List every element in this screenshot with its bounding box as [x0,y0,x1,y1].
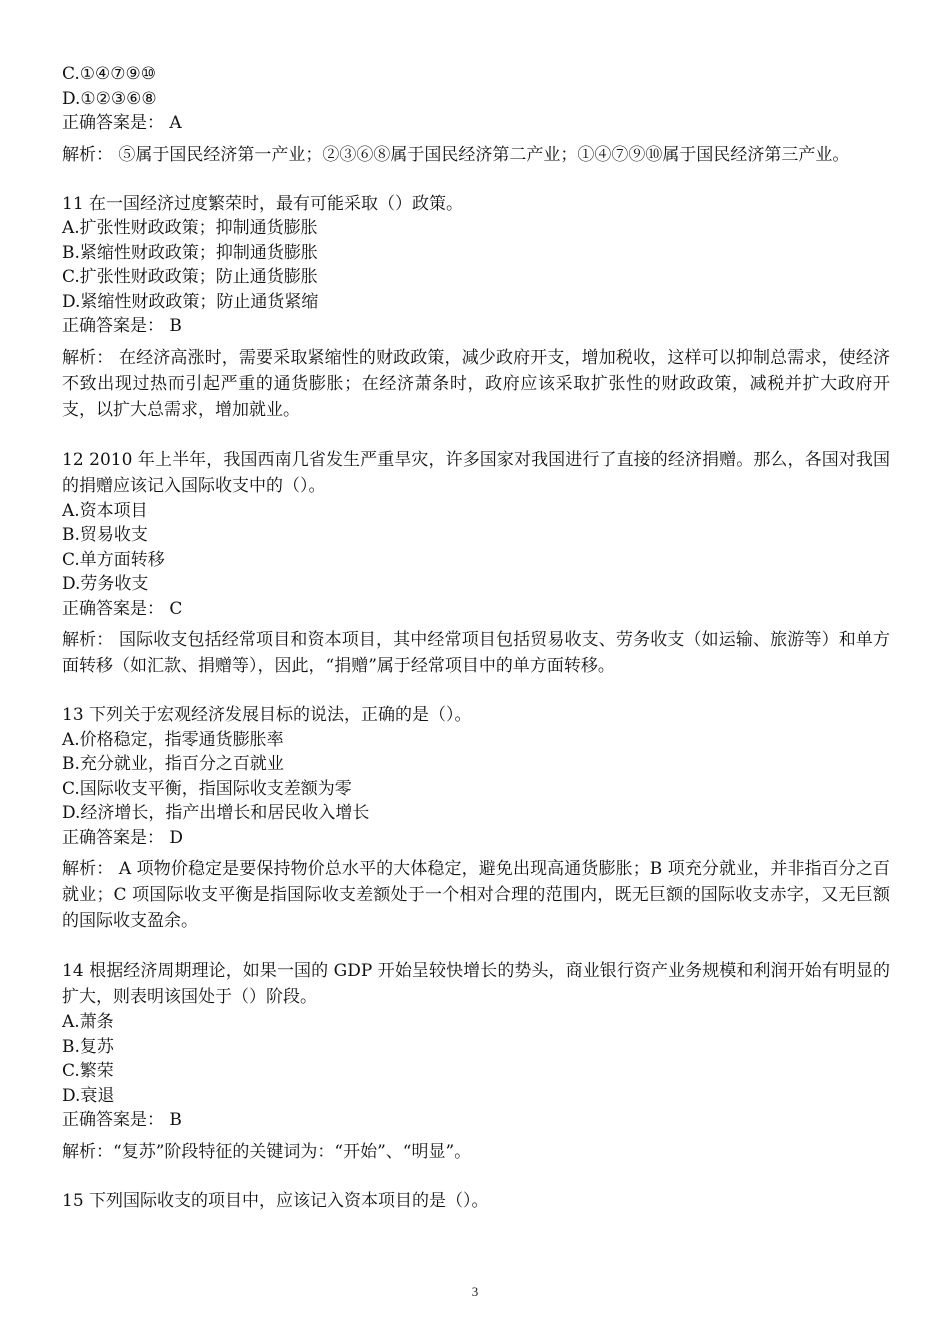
explanation: 解析：“复苏”阶段特征的关键词为：“开始”、“明显”。 [62,1141,472,1162]
explanation: 解析： ⑤属于国民经济第一产业；②③⑥⑧属于国民经济第二产业；①④⑦⑨⑩属于国民经济第三产业。 [62,144,850,165]
question-stem: 13 下列关于宏观经济发展目标的说法，正确的是（）。 [62,705,472,725]
question-stem: 14 根据经济周期理论，如果一国的 GDP 开始呈较快增长的势头，商业银行资产业务规模和利润开始有明显的扩大，则表明该国处于（）阶段。 [62,961,890,1007]
correct-answer: 正确答案是： B [62,1110,182,1130]
option-d: D.经济增长，指产出增长和居民收入增长 [62,803,370,823]
option-b: B.充分就业，指百分之百就业 [62,754,284,774]
option-d: D.劳务收支 [62,574,149,594]
explanation: 解析： 在经济高涨时，需要采取紧缩性的财政政策，减少政府开支，增加税收，这样可以抑制总需求，使经济不致出现过热而引起严重的通货膨胀；在经济萧条时，政府应该采取扩张性的财政政策，减税并扩大政府开支，以扩大总需求，增加就业。 [62,347,890,420]
option-d: D.①②③⑥⑧ [62,88,157,109]
option-a: A.资本项目 [62,500,148,521]
option-d: D.紧缩性财政政策；防止通货紧缩 [62,291,319,312]
question-stem: 11 在一国经济过度繁荣时，最有可能采取（）政策。 [62,193,464,214]
question-11 [62,192,890,339]
option-b: B.复苏 [62,1036,114,1057]
correct-answer: 正确答案是： B [62,316,182,336]
option-a: A.扩张性财政政策；抑制通货膨胀 [62,218,318,238]
option-c: C.繁荣 [62,1061,114,1081]
option-c: C.扩张性财政政策；防止通货膨胀 [62,267,318,287]
option-a: A.萧条 [62,1012,114,1032]
correct-answer: 正确答案是： C [62,598,183,619]
explanation: 解析： 国际收支包括经常项目和资本项目，其中经常项目包括贸易收支、劳务收支（如运输、旅游等）和单方面转移（如汇款、捐赠等），因此，“捐赠”属于经常项目中的单方面转移。 [62,630,890,676]
option-c: C.国际收支平衡，指国际收支差额为零 [62,778,352,799]
option-b: B.紧缩性财政政策；抑制通货膨胀 [62,242,318,263]
option-b: B.贸易收支 [62,525,148,545]
option-a: A.价格稳定，指零通货膨胀率 [62,729,284,750]
question-13 [62,703,890,850]
question-15 [62,1189,890,1214]
option-d: D.衰退 [62,1085,115,1106]
correct-answer: 正确答案是： D [62,827,184,848]
question-12 [62,447,890,622]
question-stem: 12 2010 年上半年，我国西南几省发生严重旱灾，许多国家对我国进行了直接的经济捐赠。那么，各国对我国的捐赠应该记入国际收支中的（）。 [62,449,890,496]
question-14 [62,958,890,1133]
option-c: C.①④⑦⑨⑩ [62,64,157,84]
question-stem: 15 下列国际收支的项目中，应该记入资本项目的是（）。 [62,1190,489,1211]
document-page [62,62,890,1219]
option-c: C.单方面转移 [62,549,165,570]
explanation: 解析： A 项物价稳定是要保持物价总水平的大体稳定，避免出现高通货膨胀；B 项充分就业，并非指百分之百就业；C 项国际收支平衡是指国际收支差额处于一个相对合理的范围内，既无巨额的国际收支赤字，又无巨额的国际收支盈余。 [62,859,890,931]
page-number: 3 [471,1284,479,1299]
correct-answer: 正确答案是： A [62,113,182,133]
question-10-tail [62,62,890,136]
